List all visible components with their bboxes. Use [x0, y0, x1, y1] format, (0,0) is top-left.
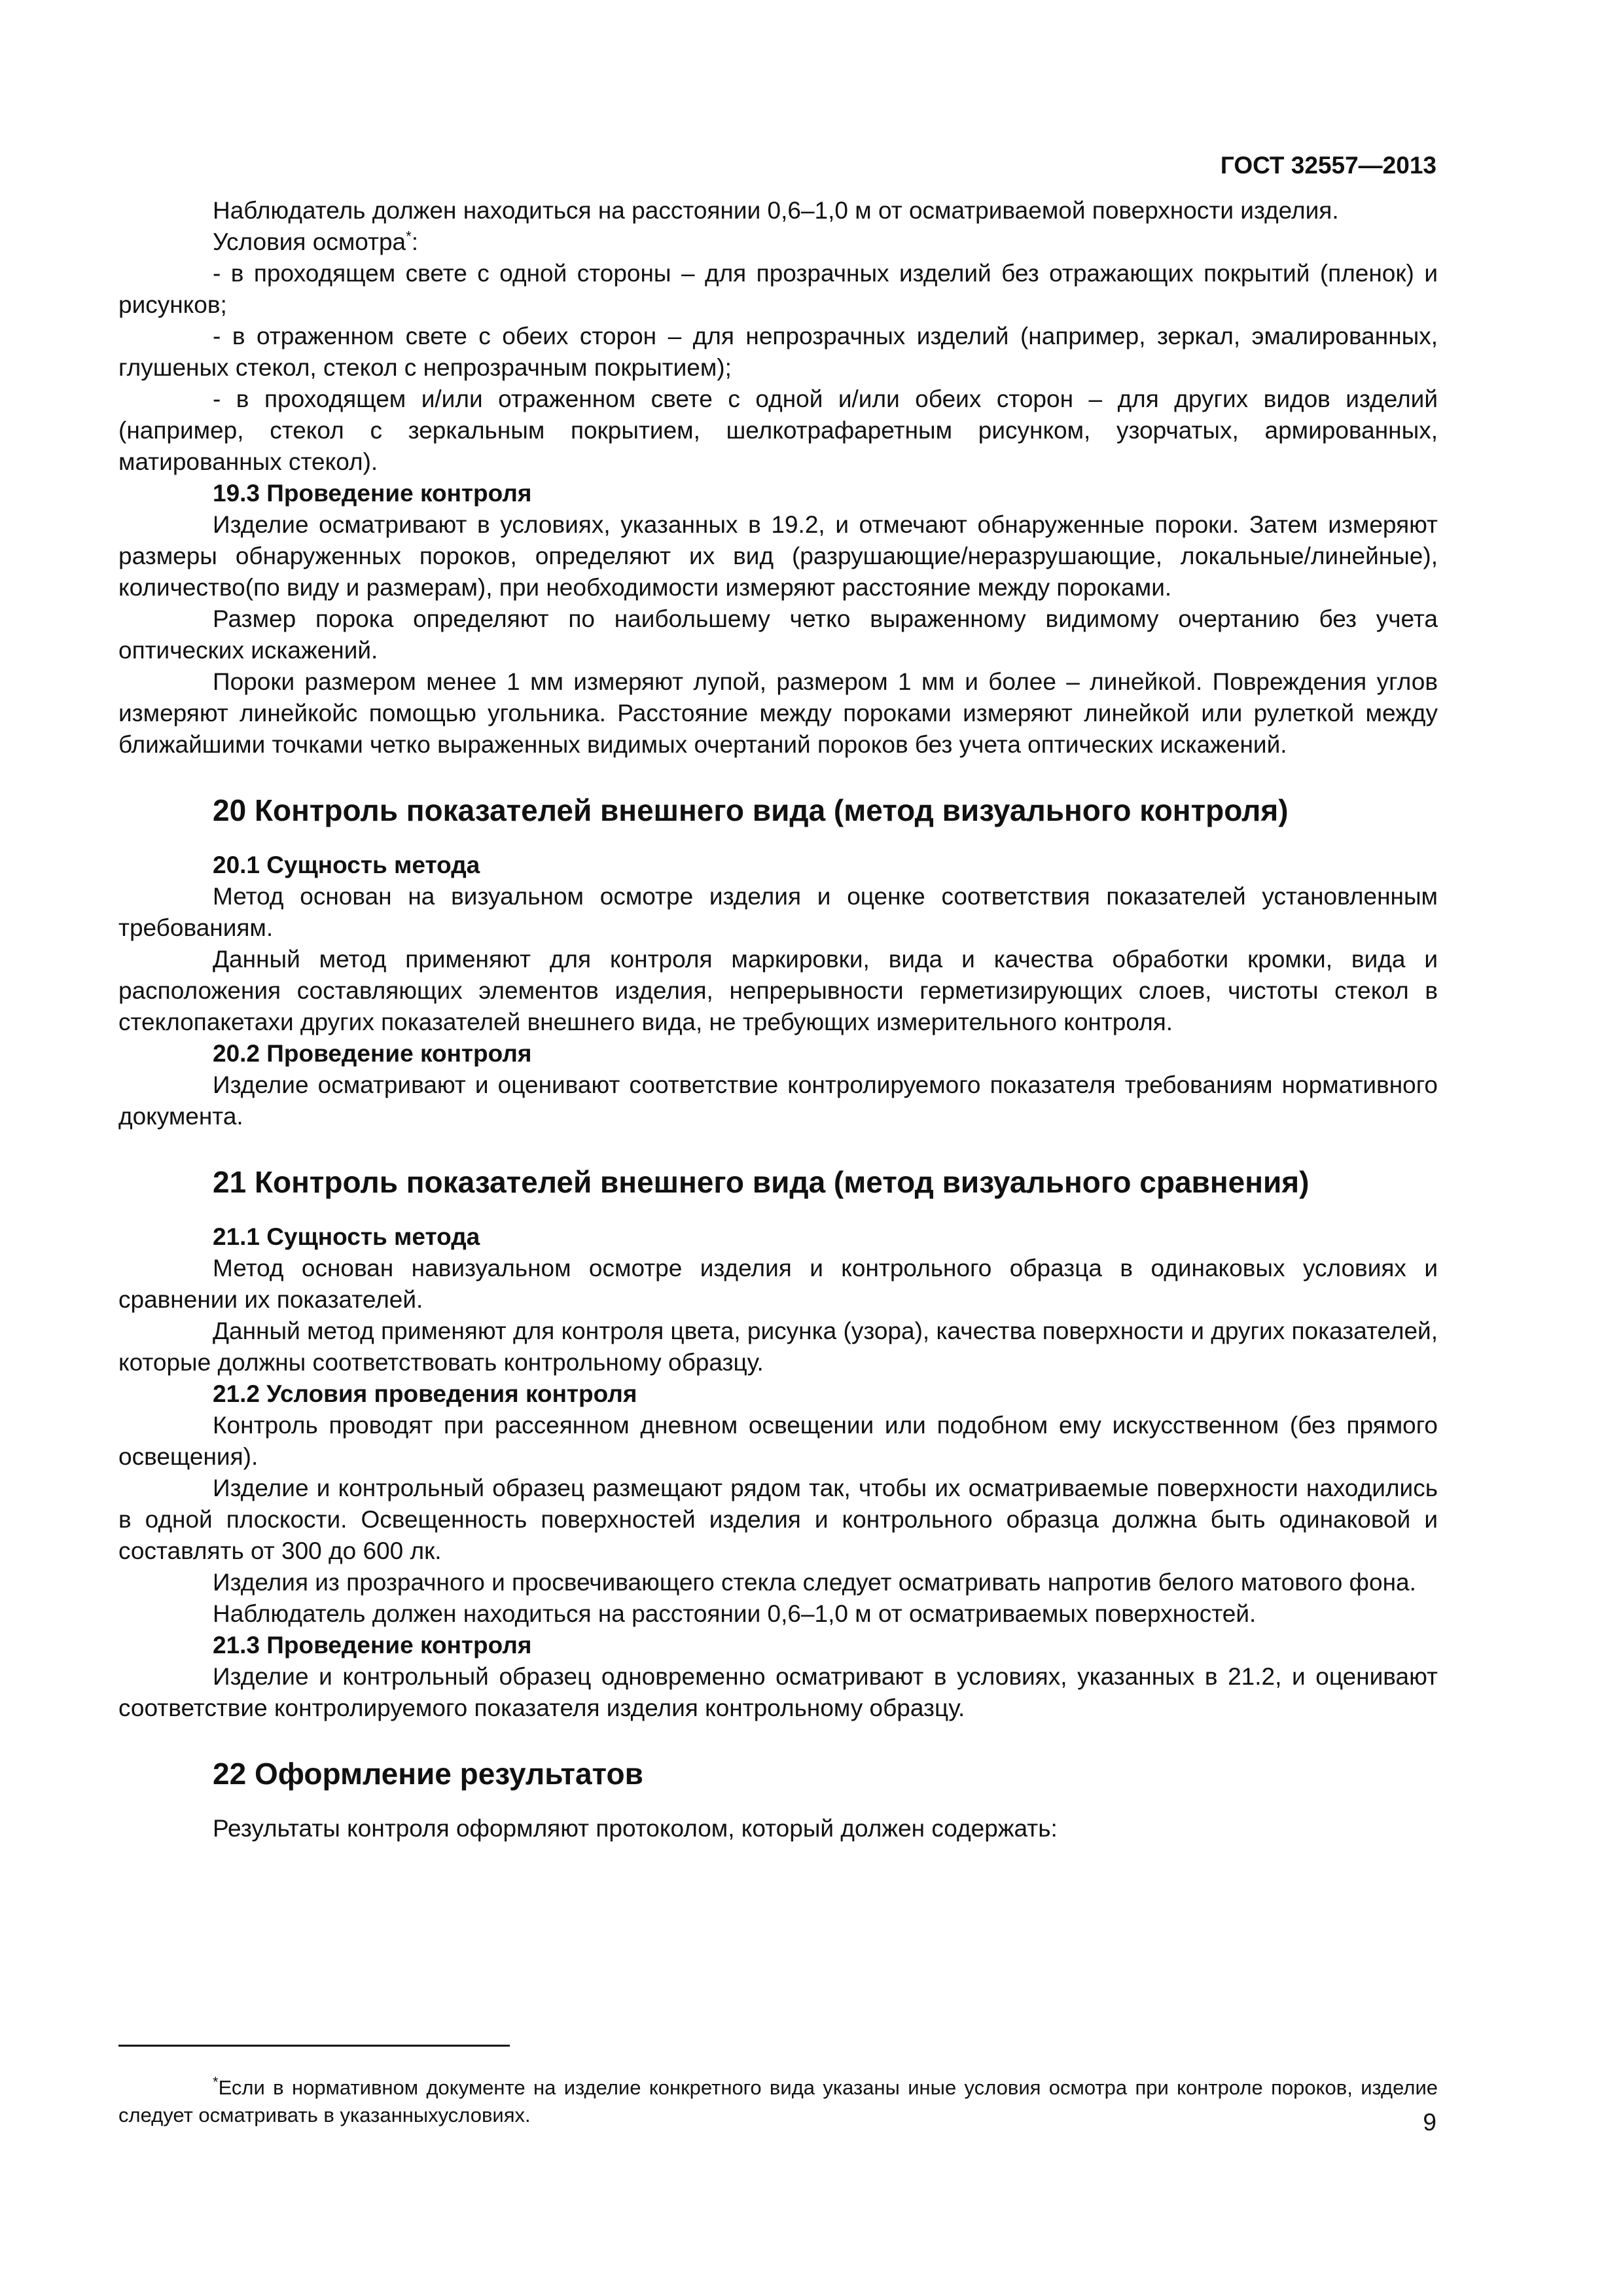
- paragraph-21-2-a: Контроль проводят при рассеянном дневном освещении или подобном ему искусственном (без прямого освещения).: [118, 1412, 1438, 1470]
- paragraph-22: Результаты контроля оформляют протоколом, который должен содержать:: [213, 1815, 1058, 1842]
- paragraph-19-3-c: Пороки размером менее 1 мм измеряют лупой, размером 1 мм и более – линейкой. Повреждения углов измеряют линейкойс помощью угольника. Расстояние между пороками измеряют линейкой или рулеткой между ближайшими точками четко выраженных видимых очертаний пороков без учета оптических искажений.: [118, 668, 1438, 758]
- paragraph-20-2: Изделие осматривают и оценивают соответствие контролируемого показателя требованиям нормативного документа.: [118, 1071, 1438, 1130]
- paragraph-21-2-c: Изделия из прозрачного и просвечивающего стекла следует осматривать напротив белого матового фона.: [213, 1569, 1416, 1596]
- paragraph-20-1-a: Метод основан на визуальном осмотре изделия и оценке соответствия показателей установленным требованиям.: [118, 883, 1438, 941]
- footnote-text: Если в нормативном документе на изделие конкретного вида указаны иные условия осмотра при контроле пороков, изделие следует осматривать в указанныхусловиях.: [118, 2076, 1438, 2126]
- page-number: 9: [1423, 2109, 1436, 2136]
- subsection-heading-21-1: 21.1 Сущность метода: [213, 1223, 480, 1250]
- subsection-heading-20-2: 20.2 Проведение контроля: [213, 1040, 532, 1067]
- footnote-separator: [118, 2045, 510, 2047]
- paragraph-20-1-b: Данный метод применяют для контроля маркировки, вида и качества обработки кромки, вида и расположения составляющих элементов изделия, непрерывности герметизирующих слоев, чистоты стекол в стеклопакетахи других показателей внешнего вида, не требующих измерительного контроля.: [118, 946, 1438, 1035]
- subsection-heading-19-3: 19.3 Проведение контроля: [213, 480, 532, 507]
- paragraph-21-3: Изделие и контрольный образец одновременно осматривают в условиях, указанных в 21.2, и оценивают соответствие контролируемого показателя изделия контрольному образцу.: [118, 1663, 1438, 1721]
- section-heading-22: 22 Оформление результатов: [213, 1757, 643, 1791]
- paragraph-21-1-b: Данный метод применяют для контроля цвета, рисунка (узора), качества поверхности и других показателей, которые должны соответствовать контрольному образцу.: [118, 1318, 1438, 1376]
- paragraph-21-2-b: Изделие и контрольный образец размещают рядом так, чтобы их осматриваемые поверхности находились в одной плоскости. Освещенность поверхностей изделия и контрольного образца должна быть одинаковой и составлять от 300 до 600 лк.: [118, 1475, 1438, 1564]
- paragraph-21-2-d: Наблюдатель должен находиться на расстоянии 0,6–1,0 м от осматриваемых поверхностей.: [213, 1600, 1257, 1627]
- document-id-header: ГОСТ 32557—2013: [1220, 152, 1436, 179]
- paragraph-19-3-b: Размер порока определяют по наибольшему четко выраженному видимому очертанию без учета оптических искажений.: [118, 605, 1438, 664]
- subsection-heading-20-1: 20.1 Сущность метода: [213, 852, 480, 878]
- condition-item-other-products: - в проходящем и/или отраженном свете с одной и/или обеих сторон – для других видов изделий (например, стекол с зеркальным покрытием, шелкотрафаретным рисунком, узорчатых, армированных, матированных стекол).: [118, 386, 1438, 475]
- section-heading-21: 21 Контроль показателей внешнего вида (метод визуального сравнения): [213, 1165, 1310, 1199]
- condition-item-reflected-light: - в отраженном свете с обеих сторон – для непрозрачных изделий (например, зеркал, эмалированных, глушеных стекол, стекол с непрозрачным покрытием);: [118, 323, 1438, 381]
- inspection-conditions-label: Условия осмотра: [213, 228, 406, 255]
- footnote-reference-mark: *: [406, 228, 412, 245]
- observer-distance-paragraph: Наблюдатель должен находиться на расстоянии 0,6–1,0 м от осматриваемой поверхности изделия.: [213, 197, 1339, 224]
- footnote-mark: *: [213, 2073, 219, 2090]
- main-content: [118, 195, 1438, 1844]
- paragraph-19-3-a: Изделие осматривают в условиях, указанных в 19.2, и отмечают обнаруженные пороки. Затем измеряют размеры обнаруженных пороков, определяют их вид (разрушающие/неразрушающие, локальные/линейные), количество(по виду и размерам), при необходимости измеряют расстояние между пороками.: [118, 511, 1438, 601]
- footnote: [118, 2074, 1438, 2129]
- subsection-heading-21-2: 21.2 Условия проведения контроля: [213, 1380, 637, 1407]
- paragraph-21-1-a: Метод основан навизуальном осмотре изделия и контрольного образца в одинаковых условиях и сравнении их показателей.: [118, 1255, 1438, 1313]
- inspection-conditions-intro: [118, 226, 1438, 258]
- inspection-conditions-colon: :: [411, 228, 418, 255]
- condition-item-transmitted-light: - в проходящем свете с одной стороны – для прозрачных изделий без отражающих покрытий (пленок) и рисунков;: [118, 260, 1438, 318]
- section-heading-20: 20 Контроль показателей внешнего вида (метод визуального контроля): [213, 793, 1289, 827]
- subsection-heading-21-3: 21.3 Проведение контроля: [213, 1632, 532, 1659]
